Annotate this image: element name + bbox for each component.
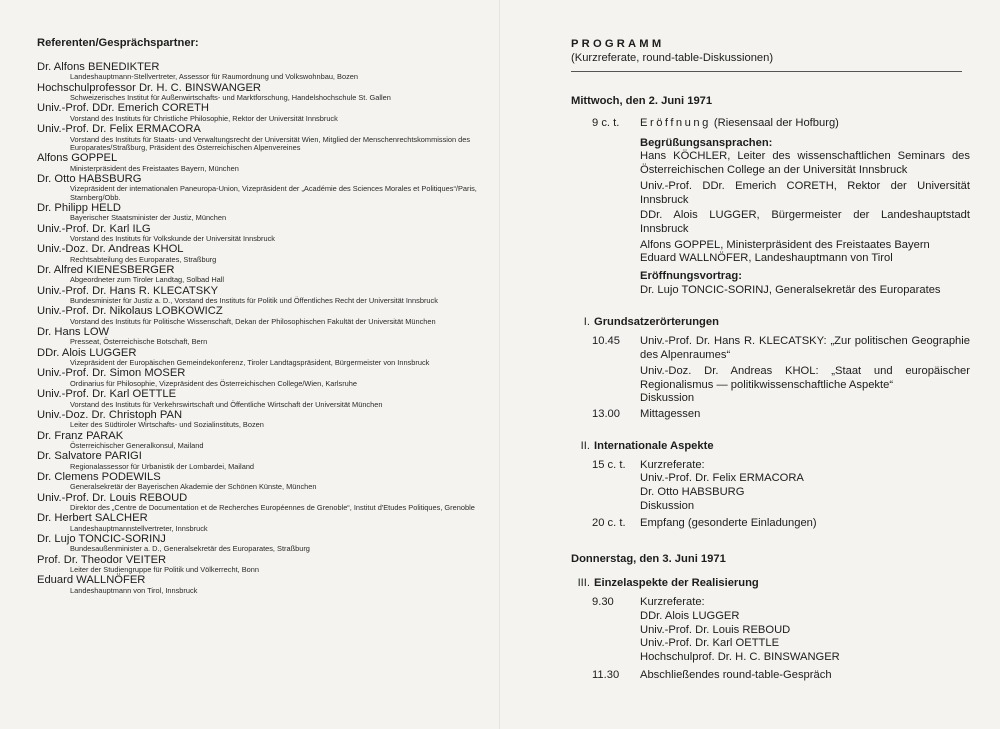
greeting-item: Univ.-Prof. DDr. Emerich CORETH, Rektor der Universität Innsbruck [640, 179, 970, 206]
session-row [571, 392, 980, 406]
speaker-name: Dr. Otto HABSBURG [37, 172, 142, 185]
lunch-item: Mittagessen [640, 407, 701, 420]
speaker-name: Univ.-Doz. Dr. Andreas KHOL [37, 243, 184, 256]
speaker-role: Vorstand des Instituts für Christliche Philosophie, Rektor der Universität Innsbruck [70, 113, 338, 123]
title-divider [571, 71, 962, 72]
speaker-name: Eduard WALLNÖFER [37, 574, 146, 587]
part-title: Internationale Aspekte [594, 439, 714, 452]
talk-speaker: DDr. Alois LUGGER [640, 609, 740, 622]
session-row [571, 669, 980, 683]
speaker-entry [37, 347, 486, 368]
session-row [571, 365, 980, 392]
short-talks-label: Kurzreferate: [640, 458, 705, 471]
speaker-list [37, 61, 486, 595]
session-time: 9.30 [592, 596, 614, 609]
session-row [571, 408, 980, 422]
speaker-entry [37, 409, 486, 430]
speaker-entry [37, 512, 486, 533]
greeting-item: Eduard WALLNÖFER, Landeshauptmann von Tirol [640, 252, 893, 265]
speaker-role: Ordinarius für Philosophie, Vizepräsident des Österreichischen College/Wien, Karlsruhe [70, 378, 358, 388]
speaker-entry [37, 152, 486, 173]
part-number: III. [577, 577, 590, 590]
session-row [571, 335, 980, 362]
program-subtitle: (Kurzreferate, round-table-Diskussionen) [571, 52, 774, 64]
session-row [571, 624, 980, 638]
speaker-entry [37, 554, 486, 575]
speaker-entry [37, 102, 486, 123]
speaker-role: Vizepräsident der Europäischen Gemeindekonferenz, Tiroler Landtagspräsident, Bürgermeister von Innsbruck [70, 358, 430, 368]
speaker-role: Landeshauptmann-Stellvertreter, Assessor für Raumordnung und Volkswohnbau, Bozen [70, 72, 358, 82]
greeting-row [571, 150, 980, 177]
part-heading-3 [571, 576, 980, 590]
opening-row [571, 117, 980, 131]
speaker-name: Univ.-Prof. DDr. Emerich CORETH [37, 102, 209, 115]
speaker-entry [37, 450, 486, 471]
talk-speaker: Hochschulprof. Dr. H. C. BINSWANGER [640, 650, 840, 663]
opening-text [640, 117, 970, 131]
speaker-name: Dr. Alfons BENEDIKTER [37, 61, 160, 73]
speaker-name: Hochschulprofessor Dr. H. C. BINSWANGER [37, 81, 262, 94]
short-talks-label: Kurzreferate: [640, 596, 705, 609]
speaker-role: Presseat, Österreichische Botschaft, Bern [70, 337, 208, 347]
speaker-entry [37, 82, 486, 103]
speaker-role: Landeshauptmann von Tirol, Innsbruck [70, 585, 198, 595]
greeting-row [571, 209, 980, 236]
session-row [571, 651, 980, 665]
speaker-entry [37, 285, 486, 306]
speaker-role: Vorstand des Instituts für Staats- und Verwaltungsrecht der Universität Wien, Mitglied der Menschenrechtskommission des Europarates/Straßburg, Präsident des Österreichischen Alpenvereines [70, 134, 471, 152]
keynote-label-row [571, 270, 980, 284]
speaker-name: Univ.-Prof. Dr. Hans R. KLECATSKY [37, 284, 219, 297]
speaker-entry [37, 492, 486, 513]
speaker-name: Dr. Clemens PODEWILS [37, 470, 161, 483]
speaker-name: Univ.-Prof. Dr. Felix ERMACORA [37, 123, 201, 136]
part-title: Grundsatzerörterungen [594, 316, 719, 329]
session-row [571, 500, 980, 514]
speaker-entry [37, 367, 486, 388]
speaker-name: Prof. Dr. Theodor VEITER [37, 553, 167, 566]
speakers-heading: Referenten/Gesprächspartner: [37, 37, 199, 49]
speaker-name: Univ.-Prof. Dr. Karl ILG [37, 222, 151, 235]
speaker-role: Österreichischer Generalkonsul, Mailand [70, 440, 204, 450]
speaker-name: Univ.-Prof. Dr. Karl OETTLE [37, 388, 177, 401]
speaker-entry [37, 202, 486, 223]
greetings-label: Begrüßungsansprachen: [640, 136, 773, 149]
discussion-item: Diskussion [640, 392, 695, 405]
session-time: 15 c. t. [592, 458, 626, 471]
speaker-role: Rechtsabteilung des Europarates, Straßburg [70, 254, 217, 264]
session-row [571, 637, 980, 651]
session-row [571, 486, 980, 500]
session-time: 11.30 [592, 668, 620, 681]
speaker-entry [37, 243, 486, 264]
greeting-item: Alfons GOPPEL, Ministerpräsident des Freistaates Bayern [640, 238, 930, 251]
talk-speaker: Univ.-Prof. Dr. Karl OETTLE [640, 637, 780, 650]
speaker-role: Schweizerisches Institut für Außenwirtschafts- und Marktforschung, Handelshochschule St. Gallen [70, 93, 391, 103]
keynote-speaker: Dr. Lujo TONCIC-SORINJ, Generalsekretär des Europarates [640, 283, 941, 296]
greeting-row [571, 180, 980, 207]
speaker-role: Leiter des Südtiroler Wirtschafts- und Sozialinstituts, Bozen [70, 420, 264, 430]
part-heading-1 [571, 315, 980, 329]
speaker-name: Univ.-Prof. Dr. Simon MOSER [37, 367, 186, 380]
speaker-entry [37, 173, 486, 202]
greeting-item: Hans KÖCHLER, Leiter des wissenschaftlichen Seminars des Österreichischen College an der Universität Innsbruck [640, 150, 970, 177]
part-number: I. [583, 316, 590, 329]
part-number: II. [580, 439, 590, 452]
speaker-name: Univ.-Doz. Dr. Christoph PAN [37, 408, 183, 421]
speaker-name: Dr. Lujo TONCIC-SORINJ [37, 533, 166, 546]
talk-speaker: Dr. Otto HABSBURG [640, 486, 745, 499]
keynote-row [571, 284, 980, 298]
session-time: 20 c. t. [592, 517, 626, 530]
reception-item: Empfang (gesonderte Einladungen) [640, 517, 817, 530]
opening-word: Eröffnung [640, 117, 711, 129]
speaker-role: Vizepräsident der internationalen Paneuropa-Union, Vizepräsident der „Académie des Sciences Morales et Politiques“/Paris, Starnberg/Obb. [70, 184, 477, 202]
speaker-role: Vorstand des Instituts für Politische Wissenschaft, Dekan der Philosophischen Fakultät der Universität München [70, 316, 436, 326]
speaker-role: Vorstand des Instituts für Verkehrswirtschaft und Öffentliche Wirtschaft der Universität München [70, 399, 383, 409]
opening-time: 9 c. t. [592, 117, 620, 129]
speaker-name: Univ.-Prof. Dr. Louis REBOUD [37, 491, 188, 504]
program-title: PROGRAMM [571, 38, 665, 50]
program-page [500, 0, 1000, 729]
greeting-row [571, 252, 980, 266]
speaker-name: Alfons GOPPEL [37, 152, 118, 165]
speaker-role: Bayerischer Staatsminister der Justiz, München [70, 213, 227, 223]
speaker-role: Bundesminister für Justiz a. D., Vorstand des Instituts für Politik und Öffentliches Recht der Universität Innsbruck [70, 296, 438, 306]
speaker-entry [37, 471, 486, 492]
speaker-role: Generalsekretär der Bayerischen Akademie der Schönen Künste, München [70, 482, 317, 492]
speaker-entry [37, 574, 486, 595]
discussion-item: Diskussion [640, 499, 695, 512]
speaker-role: Vorstand des Instituts für Volkskunde der Universität Innsbruck [70, 233, 275, 243]
talk-item: Univ.-Doz. Dr. Andreas KHOL: „Staat und europäischer Regionalismus — politikwissenschaftliche Aspekte“ [640, 364, 970, 391]
speaker-entry [37, 264, 486, 285]
final-discussion-item: Abschließendes round-table-Gespräch [640, 668, 832, 681]
speaker-name: Dr. Alfred KIENESBERGER [37, 263, 175, 276]
speaker-entry [37, 223, 486, 244]
speaker-name: Dr. Salvatore PARIGI [37, 450, 142, 463]
speaker-entry [37, 388, 486, 409]
talk-item: Univ.-Prof. Dr. Hans R. KLECATSKY: „Zur politischen Geographie des Alpenraumes“ [640, 335, 970, 362]
speaker-entry [37, 533, 486, 554]
session-row [571, 610, 980, 624]
speaker-role: Landeshauptmannstellvertreter, Innsbruck [70, 523, 208, 533]
session-row [571, 472, 980, 486]
speaker-role: Ministerpräsident des Freistaates Bayern, München [70, 163, 239, 173]
session-row [571, 459, 980, 473]
speaker-role: Bundesaußenminister a. D., Generalsekretär des Europarates, Straßburg [70, 544, 310, 554]
speaker-name: Univ.-Prof. Dr. Nikolaus LOBKOWICZ [37, 305, 223, 318]
speaker-name: Dr. Philipp HELD [37, 201, 121, 214]
speaker-role: Regionalassessor für Urbanistik der Lombardei, Mailand [70, 461, 255, 471]
speaker-name: DDr. Alois LUGGER [37, 346, 137, 359]
speaker-entry [37, 61, 486, 82]
session-row [571, 596, 980, 610]
part-heading-2 [571, 439, 980, 453]
session-time: 13.00 [592, 407, 620, 420]
keynote-label: Eröffnungsvortrag: [640, 270, 742, 283]
day-heading-2: Donnerstag, den 3. Juni 1971 [571, 553, 726, 566]
speaker-role: Abgeordneter zum Tiroler Landtag, Solbad Hall [70, 275, 225, 285]
talk-speaker: Univ.-Prof. Dr. Louis REBOUD [640, 623, 791, 636]
speaker-name: Dr. Hans LOW [37, 326, 110, 339]
speaker-entry [37, 305, 486, 326]
opening-place: (Riesensaal der Hofburg) [710, 117, 839, 129]
greetings-label-row [571, 137, 980, 151]
session-time: 10.45 [592, 335, 620, 348]
talk-speaker: Univ.-Prof. Dr. Felix ERMACORA [640, 472, 804, 485]
speaker-entry [37, 430, 486, 451]
part-title: Einzelaspekte der Realisierung [594, 577, 759, 590]
session-row [571, 517, 980, 531]
speaker-role: Direktor des „Centre de Documentation et de Recherches Européennes de Grenoble“, Institut d'Etudes Politiques, Grenoble [70, 503, 475, 513]
speaker-entry [37, 123, 486, 152]
speaker-entry [37, 326, 486, 347]
greeting-item: DDr. Alois LUGGER, Bürgermeister der Landeshauptstadt Innsbruck [640, 209, 970, 235]
greeting-row [571, 239, 980, 253]
speaker-name: Dr. Herbert SALCHER [37, 512, 148, 525]
speaker-role: Leiter der Studiengruppe für Politik und Völkerrecht, Bonn [70, 565, 259, 575]
speaker-name: Dr. Franz PARAK [37, 429, 124, 442]
day-heading-1: Mittwoch, den 2. Juni 1971 [571, 95, 713, 107]
